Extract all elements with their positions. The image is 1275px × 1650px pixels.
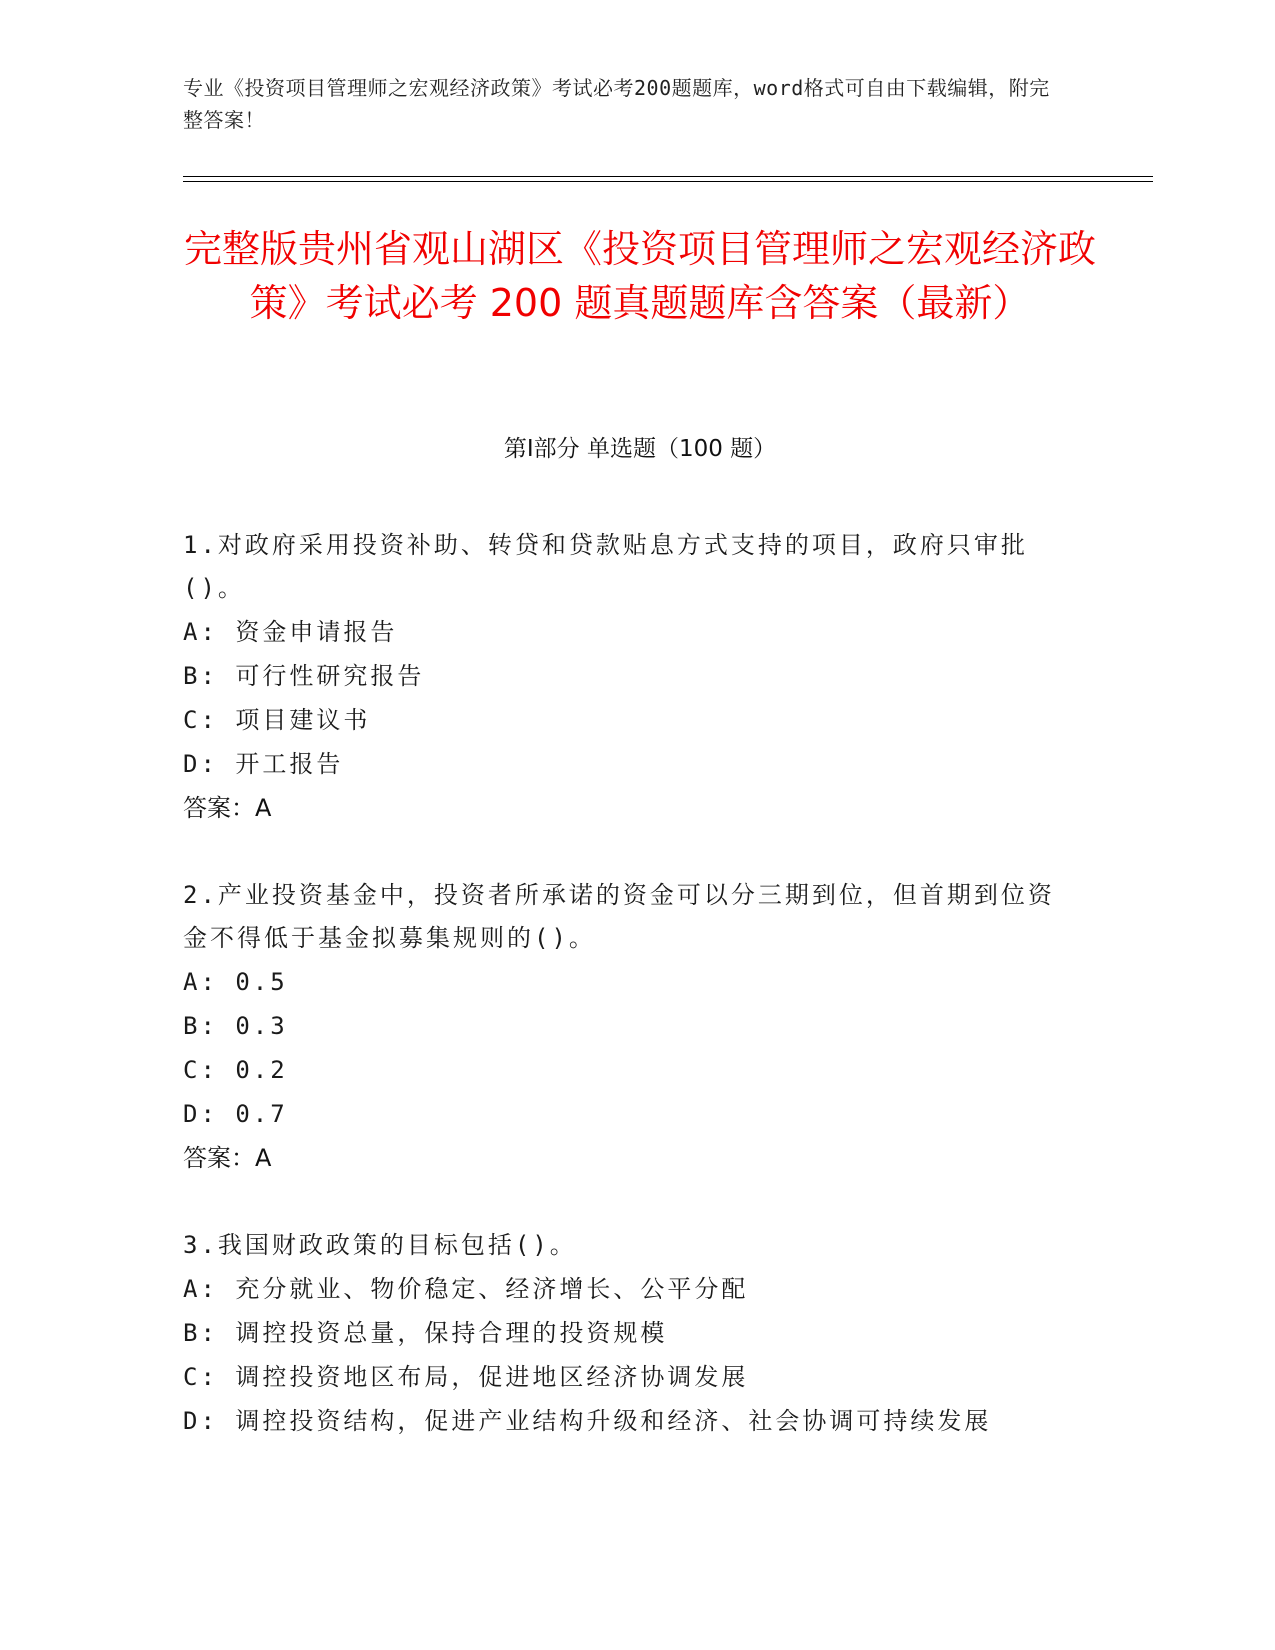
- question-3: [183, 1224, 1063, 1443]
- option-b: B: 可行性研究报告: [183, 662, 425, 690]
- question-2: [183, 874, 1063, 1180]
- answer: 答案：A: [183, 794, 272, 822]
- option-c: C: 调控投资地区布局，促进地区经济协调发展: [183, 1363, 749, 1391]
- header-note: 专业《投资项目管理师之宏观经济政策》考试必考200题题库，word格式可自由下载编辑，附完整答案！: [183, 76, 1050, 132]
- document-title: 完整版贵州省观山湖区《投资项目管理师之宏观经济政策》考试必考 200 题真题题库含答案（最新）: [183, 227, 1096, 325]
- option-d: D: 开工报告: [183, 750, 344, 778]
- option-c: C: 项目建议书: [183, 706, 371, 734]
- option-b: B: 0.3: [183, 1012, 288, 1040]
- question-stem: 3.我国财政政策的目标包括()。: [183, 1231, 577, 1259]
- option-d: D: 0.7: [183, 1100, 288, 1128]
- option-d: D: 调控投资结构，促进产业结构升级和经济、社会协调可持续发展: [183, 1407, 992, 1435]
- header-divider-top: [183, 176, 1153, 177]
- question-stem: 1.对政府采用投资补助、转贷和贷款贴息方式支持的项目，政府只审批()。: [183, 531, 1028, 602]
- option-b: B: 调控投资总量，保持合理的投资规模: [183, 1319, 668, 1347]
- header-divider-bottom: [183, 181, 1153, 182]
- option-a: A: 0.5: [183, 968, 288, 996]
- question-stem: 2.产业投资基金中，投资者所承诺的资金可以分三期到位，但首期到位资金不得低于基金拟募集规则的()。: [183, 881, 1055, 952]
- section-title: 第Ⅰ部分 单选题（100 题）: [503, 436, 777, 462]
- option-a: A: 资金申请报告: [183, 618, 398, 646]
- answer: 答案：A: [183, 1144, 272, 1172]
- option-c: C: 0.2: [183, 1056, 288, 1084]
- option-a: A: 充分就业、物价稳定、经济增长、公平分配: [183, 1275, 749, 1303]
- question-list: [183, 524, 1063, 1487]
- question-1: [183, 524, 1063, 830]
